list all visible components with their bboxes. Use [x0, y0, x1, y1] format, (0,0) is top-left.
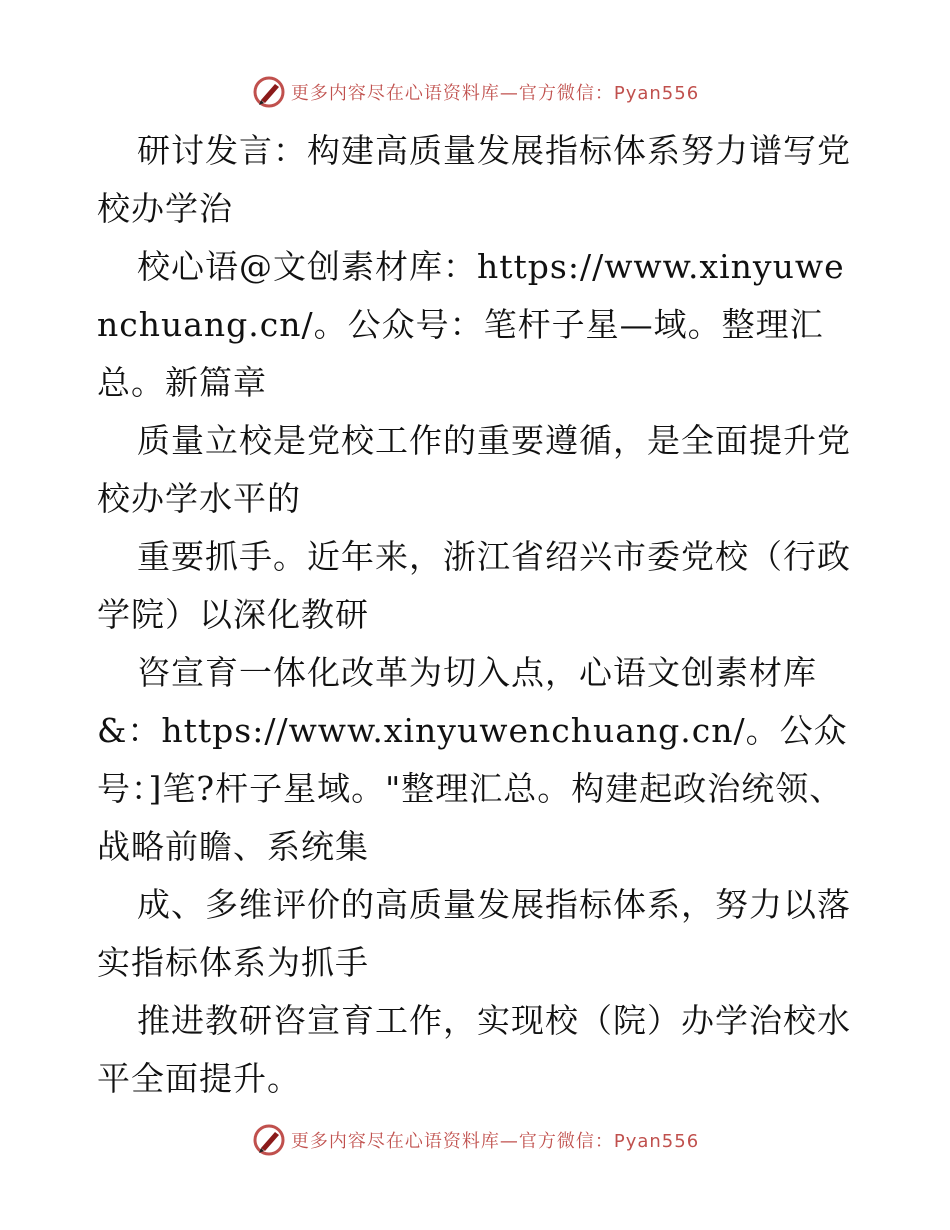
- pen-logo-icon: [251, 74, 287, 110]
- paragraph: 质量立校是党校工作的重要遵循，是全面提升党校办学水平的: [97, 421, 851, 518]
- paragraph: 校心语@文创素材库：https://www.xinyuwenchuang.cn/。公众号：笔杆子星—域。整理汇总。新篇章: [97, 247, 845, 402]
- paragraph: 推进教研咨宣育工作，实现校（院）办学治校水平全面提升。: [97, 1001, 851, 1098]
- paragraph: 研讨发言：构建高质量发展指标体系努力谱写党校办学治: [97, 131, 851, 228]
- pen-logo-icon: [251, 1122, 287, 1158]
- paragraph: 重要抓手。近年来，浙江省绍兴市委党校（行政学院）以深化教研: [97, 537, 851, 634]
- footer-banner: [0, 1120, 950, 1160]
- footer-banner-text: 更多内容尽在心语资料库—官方微信：Pyan556: [290, 1131, 700, 1152]
- header-banner: [0, 72, 950, 112]
- paragraph: 成、多维评价的高质量发展指标体系，努力以落实指标体系为抓手: [97, 885, 851, 982]
- document-body: [97, 122, 857, 1108]
- header-banner-text: 更多内容尽在心语资料库—官方微信：Pyan556: [290, 83, 700, 104]
- paragraph: 咨宣育一体化改革为切入点，心语文创素材库&：https://www.xinyuwenchuang.cn/。公众号：]笔?杆子星域。"整理汇总。构建起政治统领、战略前瞻、系统集: [97, 653, 848, 866]
